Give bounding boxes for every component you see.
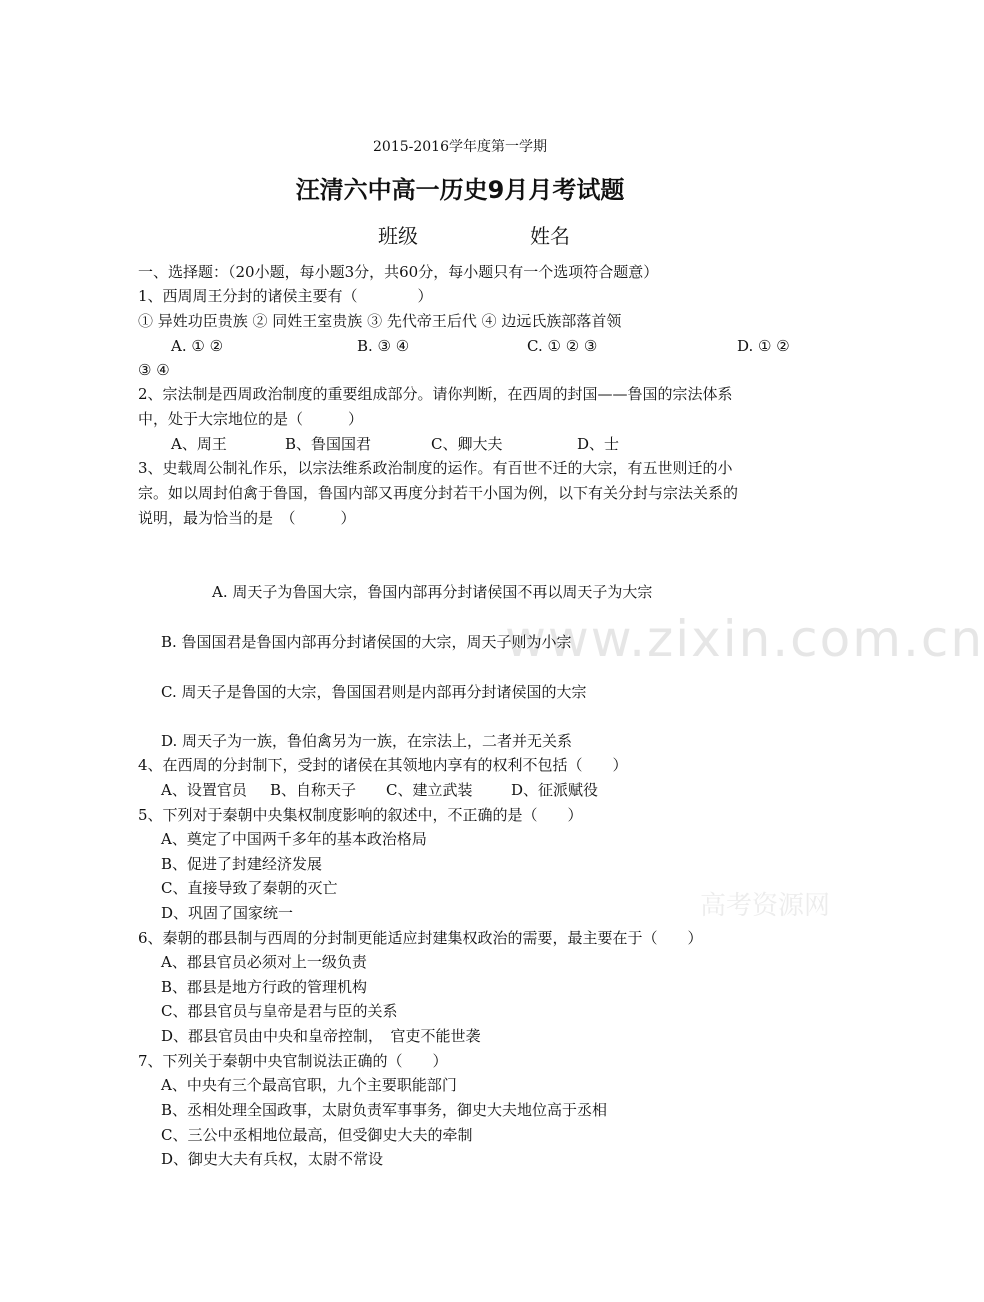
q3-option-d: D. 周天子为一族，鲁伯禽另为一族，在宗法上，二者并无关系 bbox=[161, 732, 573, 750]
watermark-site: www.zixin.com.cn bbox=[505, 610, 984, 668]
exam-title: 汪清六中高一历史9月月考试题 bbox=[295, 176, 625, 204]
q7-option-b: B、丞相处理全国政事，太尉负责军事事务，御史大夫地位高于丞相 bbox=[161, 1101, 608, 1119]
q5-stem: 5、下列对于秦朝中央集权制度影响的叙述中，不正确的是（ ） bbox=[138, 806, 583, 824]
q6-option-b: B、郡县是地方行政的管理机构 bbox=[161, 978, 368, 996]
q1-option-d-cont: ③ ④ bbox=[138, 361, 170, 379]
q5-option-a: A、奠定了中国两千多年的基本政治格局 bbox=[161, 830, 427, 848]
q2-option-a: A、周王 bbox=[171, 435, 227, 453]
q1-option-c: C. ① ② ③ bbox=[527, 337, 598, 355]
class-label: 班级 bbox=[378, 224, 418, 248]
q5-option-b: B、促进了封建经济发展 bbox=[161, 855, 323, 873]
q1-items: ① 异姓功臣贵族 ② 同姓王室贵族 ③ 先代帝王后代 ④ 边远氏族部落首领 bbox=[138, 312, 622, 330]
q3-option-a: A. 周天子为鲁国大宗，鲁国内部再分封诸侯国不再以周天子为大宗 bbox=[212, 583, 653, 601]
q4-option-c: C、建立武装 bbox=[386, 781, 473, 799]
school-year: 2015-2016学年度第一学期 bbox=[373, 139, 547, 155]
q4-option-b: B、自称天子 bbox=[270, 781, 357, 799]
q6-option-c: C、郡县官员与皇帝是君与臣的关系 bbox=[161, 1002, 398, 1020]
q5-option-d: D、巩固了国家统一 bbox=[161, 904, 294, 922]
q3-option-b: B. 鲁国国君是鲁国内部再分封诸侯国的大宗，周天子则为小宗 bbox=[161, 633, 572, 651]
q4-stem: 4、在西周的分封制下，受封的诸侯在其领地内享有的权利不包括（ ） bbox=[138, 756, 628, 774]
q3-line1: 3、史载周公制礼作乐，以宗法维系政治制度的运作。有百世不迁的大宗，有五世则迁的小 bbox=[138, 459, 733, 477]
q7-option-d: D、御史大夫有兵权，太尉不常设 bbox=[161, 1150, 384, 1168]
q7-option-c: C、三公中丞相地位最高，但受御史大夫的牵制 bbox=[161, 1126, 473, 1144]
q2-line1: 2、宗法制是西周政治制度的重要组成部分。请你判断，在西周的封国——鲁国的宗法体系 bbox=[138, 385, 733, 403]
q2-line2: 中，处于大宗地位的是（ ） bbox=[138, 410, 364, 428]
name-label: 姓名 bbox=[530, 224, 570, 248]
q4-option-d: D、征派赋役 bbox=[511, 781, 599, 799]
q2-option-d: D、士 bbox=[577, 435, 620, 453]
q1-option-b: B. ③ ④ bbox=[357, 337, 410, 355]
q6-option-d: D、郡县官员由中央和皇帝控制， 官吏不能世袭 bbox=[161, 1027, 481, 1045]
q5-option-c: C、直接导致了秦朝的灭亡 bbox=[161, 879, 338, 897]
q2-option-c: C、卿大夫 bbox=[431, 435, 503, 453]
q1-stem: 1、西周周王分封的诸侯主要有（ ） bbox=[138, 287, 433, 305]
q7-option-a: A、中央有三个最高官职，九个主要职能部门 bbox=[161, 1076, 457, 1094]
q4-option-a: A、设置官员 bbox=[161, 781, 247, 799]
q6-option-a: A、郡县官员必须对上一级负责 bbox=[161, 953, 367, 971]
q3-line2: 宗。如以周封伯禽于鲁国，鲁国内部又再度分封若干小国为例，以下有关分封与宗法关系的 bbox=[138, 484, 739, 502]
q3-option-c: C. 周天子是鲁国的大宗，鲁国国君则是内部再分封诸侯国的大宗 bbox=[161, 683, 587, 701]
q3-line3: 说明，最为恰当的是 （ ） bbox=[138, 509, 356, 527]
q7-stem: 7、下列关于秦朝中央官制说法正确的（ ） bbox=[138, 1052, 448, 1070]
watermark-faint: 高考资源网 bbox=[700, 891, 831, 921]
q1-option-d: D. ① ② bbox=[737, 337, 790, 355]
section-heading: 一、选择题：（20小题，每小题3分，共60分，每小题只有一个选项符合题意） bbox=[138, 263, 659, 281]
q6-stem: 6、秦朝的郡县制与西周的分封制更能适应封建集权政治的需要，最主要在于（ ） bbox=[138, 929, 703, 947]
q1-option-a: A. ① ② bbox=[171, 337, 224, 355]
q2-option-b: B、鲁国国君 bbox=[285, 435, 372, 453]
